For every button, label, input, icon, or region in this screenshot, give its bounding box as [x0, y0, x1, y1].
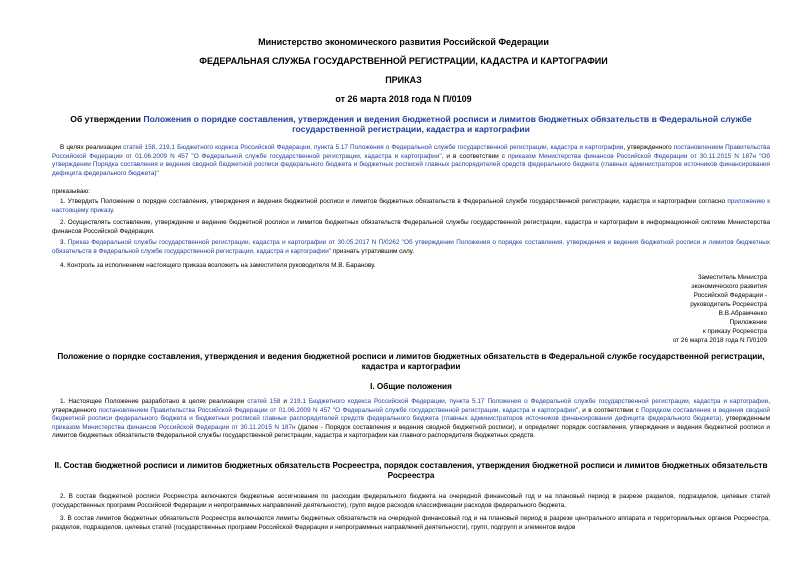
- signature-line-3: Российской Федерации -: [693, 292, 767, 299]
- preamble-text-1: В целях реализации: [60, 144, 124, 151]
- item-1: [52, 198, 770, 215]
- item-4: 4. Контроль за исполнением настоящего приказа возложить на заместителя руководителя М.В. Баранову.: [60, 262, 376, 269]
- preamble-link-resolution[interactable]: постановлением Правительства Российской Федерации от 01.06.2009 N 457 "О Федеральной службе государственной регистрации, кадастра и картографии": [52, 144, 771, 160]
- order-title-link[interactable]: Положения о порядке составления, утверждения и ведения бюджетной росписи и лимитов бюджетных обязательств в Федеральной службе государственной регистрации, кадастра и картографии: [143, 114, 752, 134]
- s1p1-text-a: 1. Настоящее Положение разработано в целях реализации: [60, 398, 248, 405]
- doc-date-number: от 26 марта 2018 года N П/0109: [335, 94, 472, 104]
- s1p1-link-order[interactable]: приказом Министерства финансов Российской Федерации от 30.11.2015 N 187н: [52, 423, 296, 431]
- preamble-order: приказываю:: [52, 188, 90, 195]
- order-title-prefix: Об утверждении: [70, 114, 144, 124]
- preamble-text-3: , и в соответствии с: [441, 152, 508, 160]
- regulation-title: Положение о порядке составления, утверждения и ведения бюджетной росписи и лимитов бюджетных обязательств в Федеральной службе государственной регистрации, кадастра и картографии: [57, 352, 765, 371]
- item-3: [52, 239, 770, 256]
- s1p1-link-clause[interactable]: пункта 5.17 Положения о Федеральной службе государственной регистрации, кадастра и картографии: [449, 398, 769, 405]
- section-2-paragraph-3: 3. В состав лимитов бюджетных обязательств Росреестра включаются лимиты бюджетных обязательств на очередной финансовый год и на плановый период в разрезе центрального аппарата и территориальных органов Росреестра, разделов, подразделов, целевых статей (государственных программ Российской Федерации и непрограммных направлений деятельности), групп, подгрупп и элементов видов: [52, 515, 770, 531]
- signature-line-4: руководитель Росреестра: [690, 301, 767, 308]
- signature-line-2: экономического развития: [691, 283, 767, 290]
- appendix-line-3: от 26 марта 2018 года N П/0109: [672, 337, 767, 344]
- preamble: [52, 144, 770, 178]
- item-3-link[interactable]: Приказ Федеральной службы государственной регистрации, кадастра и картографии от 30.05.2017 N П/0262 "Об утверждении Положения о порядке составления, утверждения и ведения бюджетной росписи и лимитов бюджетных обязательств в Федеральной службе государственной регистрации, кадастра и картографии": [52, 239, 770, 255]
- item-3-num: 3.: [60, 239, 68, 246]
- signature-line-1: Заместитель Министра: [697, 274, 767, 281]
- appendix-line-1: Приложение: [729, 319, 767, 326]
- s1p1-text-f: , утвержденным: [721, 415, 771, 423]
- section-1-heading: I. Общие положения: [370, 382, 452, 391]
- doc-type: ПРИКАЗ: [385, 75, 422, 85]
- order-title: [52, 114, 770, 134]
- s1p1-link-art219[interactable]: 219.1 Бюджетного кодекса Российской Федерации: [289, 398, 445, 405]
- s1p1-text-d: , утвержденного: [52, 398, 770, 414]
- item-1-link[interactable]: приложению к настоящему приказу: [52, 198, 770, 214]
- s1p1-link-procedure[interactable]: Порядком составления и ведения сводной бюджетной росписи федерального бюджета и бюджетных росписей главных распорядителей средств федерального бюджета (главных администраторов источников финансирования дефицита федерального бюджета): [52, 406, 770, 423]
- section-1-paragraph-1: [52, 398, 770, 441]
- service-name: ФЕДЕРАЛЬНАЯ СЛУЖБА ГОСУДАРСТВЕННОЙ РЕГИСТРАЦИИ, КАДАСТРА И КАРТОГРАФИИ: [199, 56, 608, 66]
- signature-name: В.В.Абрамченко: [718, 310, 767, 317]
- item-2: 2. Осуществлять составление, утверждение и ведение бюджетной росписи и лимитов бюджетных обязательств Федеральной службы государственной регистрации, кадастра и картографии в информационной системе Министерства финансов Российской Федерации.: [52, 219, 770, 235]
- item-1-end: .: [112, 206, 115, 214]
- s1p1-text-g: (далее - Порядок составления и ведения сводной бюджетной росписи), и определяет порядок составления, утверждения и ведения бюджетной росписи и лимитов бюджетных обязательств Федеральной службы государственной регистрации, кадастра и картографии как главного распорядителя бюджетных средств.: [52, 423, 770, 440]
- s1p1-link-resolution[interactable]: постановлением Правительства Российской Федерации от 01.06.2009 N 457 "О Федеральной службе государственной регистрации, кадастра и картографии": [98, 406, 579, 414]
- item-1-text: 1. Утвердить Положение о порядке составления, утверждения и ведения бюджетной росписи и лимитов бюджетных обязательств в Федеральной службе государственной регистрации, кадастра и картографии согласно: [60, 198, 728, 205]
- s1p1-link-art158[interactable]: статей 158: [247, 398, 281, 405]
- item-3-end: признать утратившим силу.: [331, 247, 414, 255]
- preamble-text-2: , утвержденного: [623, 144, 674, 151]
- s1p1-text-b: и: [280, 398, 290, 405]
- section-2-paragraph-2: 2. В состав бюджетной росписи Росреестра включаются бюджетные ассигнования по расходам федерального бюджета на очередной финансовый год и на плановый период в разрезе разделов, подразделов, целевых статей (государственных программ Российской Федерации и непрограммных направлений деятельности), групп видов расходов классификации расходов федерального бюджета.: [52, 493, 770, 509]
- signature-block: [673, 273, 767, 345]
- s1p1-text-e: , и в соответствии с: [578, 406, 642, 414]
- appendix-line-2: к приказу Росреестра: [702, 328, 767, 335]
- section-2-heading: II. Состав бюджетной росписи и лимитов бюджетных обязательств Росреестра, порядок составления, утверждения бюджетной росписи и лимитов бюджетных обязательств Росреестра: [54, 461, 768, 480]
- s1p1-text-c: ,: [444, 398, 450, 405]
- preamble-link-articles[interactable]: статей 158, 219.1 Бюджетного кодекса Российской Федерации, пункта 5.17 Положения о Федеральной службе государственной регистрации, кадастра и картографии: [123, 144, 624, 151]
- preamble-link-order[interactable]: приказом Министерства финансов Российской Федерации от 30.11.2015 N 187н "Об утверждении Порядка составления и ведения сводной бюджетной росписи федерального бюджета и бюджетных росписей главных распорядителей средств федерального бюджета (главных администраторов источников финансирования дефицита федерального бюджета)": [52, 152, 770, 177]
- ministry-name: Министерство экономического развития Российской Федерации: [258, 37, 549, 47]
